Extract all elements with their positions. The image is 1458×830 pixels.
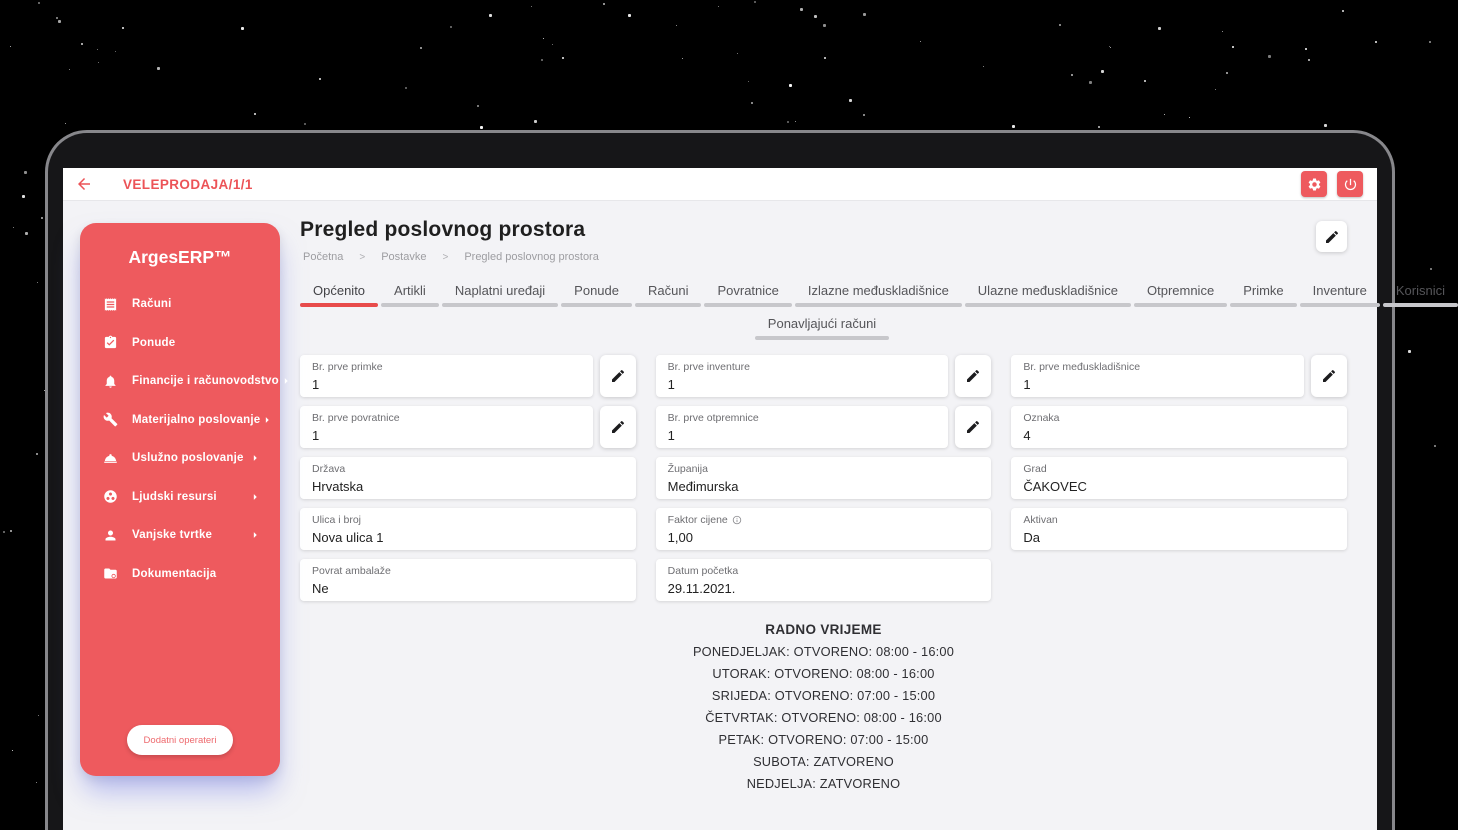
field-label: Br. prve međuskladišnice (1023, 361, 1141, 373)
star-dot (1101, 70, 1104, 73)
tab-ponavljajuci-racuni[interactable]: Ponavljajući računi (755, 309, 889, 340)
sidebar (80, 223, 280, 776)
working-hours-line: UTORAK: OTVORENO: 08:00 - 16:00 (712, 666, 935, 681)
star-dot (69, 69, 70, 70)
star-dot (800, 8, 803, 11)
sidebar-item-label: Dokumentacija (132, 567, 217, 580)
star-dot (863, 114, 865, 116)
form-cell (300, 406, 636, 448)
tab-otpremnice[interactable]: Otpremnice (1134, 276, 1227, 307)
tab-izlazne-medjuskladisnice[interactable]: Izlazne međuskladišnice (795, 276, 962, 307)
company-context-label[interactable]: VELEPRODAJA/1/1 (123, 176, 253, 192)
tab-naplatni-uredjaji[interactable]: Naplatni uređaji (442, 276, 558, 307)
sidebar-item-label: Računi (132, 298, 172, 311)
star-dot (12, 750, 13, 751)
person-icon (102, 527, 118, 543)
working-hours-section (300, 622, 1347, 791)
star-dot (65, 123, 66, 124)
sidebar-item-usluzno[interactable] (80, 439, 280, 478)
working-hours-line: ČETVRTAK: OTVORENO: 08:00 - 16:00 (705, 710, 942, 725)
sidebar-item-label: Ponude (132, 336, 176, 349)
form-cell (1011, 457, 1347, 499)
folder-icon (102, 566, 118, 582)
field-value: 1,00 (667, 530, 693, 545)
tabs-row-2 (300, 309, 1347, 340)
star-dot (405, 87, 407, 89)
star-dot (787, 121, 789, 123)
star-dot (1434, 445, 1436, 447)
chevron-right-icon (279, 374, 293, 388)
working-hours-title: RADNO VRIJEME (765, 622, 882, 637)
star-dot (789, 84, 792, 87)
back-arrow-icon[interactable] (74, 174, 94, 194)
star-dot (24, 171, 27, 174)
breadcrumb-current: Pregled poslovnog prostora (464, 251, 599, 263)
service-cloche-icon (102, 450, 118, 466)
tab-racuni[interactable]: Računi (635, 276, 701, 307)
chevron-right-icon (248, 528, 262, 542)
star-dot (319, 78, 321, 80)
star-dot (10, 530, 12, 532)
main-content (300, 218, 1445, 791)
sidebar-item-label: Materijalno poslovanje (132, 413, 261, 426)
form-cell (300, 508, 636, 550)
star-dot (754, 1, 756, 3)
star-dot (552, 44, 553, 45)
tabs-row-1 (300, 276, 1445, 307)
working-hours-line: SUBOTA: ZATVORENO (753, 754, 894, 769)
form-cell (656, 406, 992, 448)
sidebar-item-vanjske-tvrtke[interactable] (80, 516, 280, 555)
field-value: 1 (312, 428, 320, 443)
field-label: Ulica i broj (312, 514, 362, 526)
star-dot (562, 57, 564, 59)
star-dot (1308, 59, 1310, 61)
star-dot (682, 58, 683, 59)
bell-icon (102, 373, 118, 389)
star-dot (676, 25, 677, 26)
form-cell-empty (1011, 559, 1347, 601)
star-dot (1144, 80, 1146, 82)
star-dot (122, 27, 124, 29)
star-dot (10, 46, 11, 47)
star-dot (37, 282, 38, 283)
star-dot (1089, 81, 1092, 84)
tab-ponude[interactable]: Ponude (561, 276, 632, 307)
star-dot (718, 6, 719, 7)
star-dot (541, 59, 543, 61)
top-bar (63, 168, 1377, 201)
sidebar-item-dokumentacija[interactable] (80, 555, 280, 594)
field-br-prve-povratnice (300, 406, 593, 448)
breadcrumb-separator: > (442, 251, 449, 263)
sidebar-menu (80, 285, 280, 593)
star-dot (1430, 268, 1432, 270)
chevron-right-icon (248, 490, 262, 504)
edit-field-button[interactable] (600, 406, 636, 448)
star-dot (1012, 125, 1015, 128)
star-dot (157, 67, 160, 70)
laptop-frame (45, 130, 1445, 830)
star-dot (25, 232, 28, 235)
field-datum-pocetka (656, 559, 992, 601)
field-value: Međimurska (667, 479, 739, 494)
field-label-text: Faktor cijene (667, 514, 728, 526)
field-value: Hrvatska (312, 479, 364, 494)
breadcrumb-settings[interactable]: Postavke (381, 251, 427, 263)
star-dot (56, 17, 58, 19)
star-dot (1059, 24, 1061, 26)
star-dot (1268, 55, 1271, 58)
edit-field-button[interactable] (955, 355, 991, 397)
star-dot (534, 120, 537, 123)
star-dot (983, 66, 984, 67)
star-dot (22, 195, 25, 198)
tab-korisnici[interactable]: Korisnici (1383, 276, 1458, 307)
star-dot (38, 715, 39, 716)
field-faktor-cijene (656, 508, 992, 550)
sidebar-item-ljudski-resursi[interactable] (80, 478, 280, 517)
sidebar-item-ponude[interactable] (80, 324, 280, 363)
breadcrumb-separator: > (359, 251, 366, 263)
star-dot (1375, 41, 1377, 43)
edit-field-button[interactable] (1311, 355, 1347, 397)
star-dot (1189, 117, 1190, 118)
star-dot (1098, 126, 1100, 128)
sidebar-item-racuni[interactable] (80, 285, 280, 324)
star-dot (824, 57, 826, 59)
field-label: Aktivan (1023, 514, 1058, 526)
field-aktivan (1011, 508, 1347, 550)
field-label: Br. prve inventure (667, 361, 750, 373)
star-dot (1305, 48, 1307, 50)
chevron-right-icon (248, 451, 262, 465)
star-dot (823, 24, 826, 27)
tab-opcenito[interactable]: Općenito (300, 276, 378, 307)
app-screen (63, 168, 1445, 830)
sidebar-item-label: Uslužno poslovanje (132, 452, 244, 465)
field-value: 1 (1023, 377, 1031, 392)
breadcrumb (303, 251, 599, 263)
field-drzava (300, 457, 636, 499)
tab-povratnice[interactable]: Povratnice (704, 276, 791, 307)
field-label: Br. prve povratnice (312, 412, 400, 424)
star-dot (795, 121, 796, 122)
field-value: 4 (1023, 428, 1031, 443)
star-dot (1342, 10, 1344, 12)
sidebar-item-label: Ljudski resursi (132, 490, 217, 503)
sidebar-item-financije[interactable] (80, 362, 280, 401)
settings-button[interactable] (1301, 171, 1327, 197)
star-dot (1408, 350, 1411, 353)
sidebar-item-materijalno[interactable] (80, 401, 280, 440)
working-hours-line: PONEDJELJAK: OTVORENO: 08:00 - 16:00 (692, 644, 955, 659)
star-dot (543, 38, 544, 39)
offer-document-icon (102, 335, 118, 351)
form-cell (1011, 406, 1347, 448)
wrench-icon (102, 412, 118, 428)
star-dot (450, 26, 452, 28)
star-dot (241, 27, 244, 30)
star-dot (1232, 46, 1234, 48)
power-logout-button[interactable] (1337, 171, 1363, 197)
star-dot (1226, 72, 1228, 74)
edit-field-button[interactable] (600, 355, 636, 397)
app-brand: ArgesERP™ (128, 247, 232, 267)
page-title: Pregled poslovnog prostora (300, 218, 586, 241)
star-dot (1110, 47, 1111, 48)
working-hours-line: PETAK: OTVORENO: 07:00 - 15:00 (718, 732, 929, 747)
star-dot (38, 2, 40, 4)
additional-operators-button[interactable]: Dodatni operateri (127, 725, 233, 755)
form-grid (300, 355, 1347, 601)
star-dot (480, 126, 483, 129)
field-oznaka (1011, 406, 1347, 448)
form-cell (1011, 508, 1347, 550)
star-dot (58, 20, 61, 23)
star-dot (477, 105, 479, 107)
star-dot (737, 53, 738, 54)
field-ulica-i-broj (300, 508, 636, 550)
form-cell (656, 508, 992, 550)
edit-field-button[interactable] (955, 406, 991, 448)
star-dot (1429, 41, 1431, 43)
field-br-prve-otpremnice (656, 406, 949, 448)
star-dot (36, 453, 38, 455)
form-cell (300, 559, 636, 601)
star-dot (1158, 27, 1161, 30)
star-dot (531, 6, 532, 7)
field-povrat-ambalaze (300, 559, 636, 601)
star-dot (81, 43, 83, 45)
star-dot (115, 51, 116, 52)
star-dot (849, 99, 852, 102)
tab-inventure[interactable]: Inventure (1300, 276, 1380, 307)
star-dot (13, 227, 14, 228)
info-icon[interactable] (732, 515, 742, 525)
star-dot (1222, 31, 1223, 32)
field-label: Županija (667, 463, 708, 475)
form-cell (300, 457, 636, 499)
star-dot (814, 15, 817, 18)
field-label: Br. prve primke (312, 361, 383, 373)
field-label: Oznaka (1023, 412, 1060, 424)
star-dot (920, 41, 921, 42)
star-dot (97, 49, 98, 50)
field-value: 1 (667, 377, 675, 392)
breadcrumb-home[interactable]: Početna (303, 251, 344, 263)
star-dot (3, 531, 5, 533)
tab-primke[interactable]: Primke (1230, 276, 1296, 307)
form-cell (656, 355, 992, 397)
star-dot (41, 217, 43, 219)
form-cell (1011, 355, 1347, 397)
tab-artikli[interactable]: Artikli (381, 276, 439, 307)
tab-ulazne-medjuskladisnice[interactable]: Ulazne međuskladišnice (965, 276, 1131, 307)
field-value: 1 (667, 428, 675, 443)
receipt-icon (102, 296, 118, 312)
field-value: 1 (312, 377, 320, 392)
form-cell (656, 559, 992, 601)
field-label: Datum početka (667, 565, 739, 577)
field-br-prve-primke (300, 355, 593, 397)
sidebar-item-label: Vanjske tvrtke (132, 529, 213, 542)
star-dot (863, 13, 866, 16)
star-dot (489, 14, 492, 17)
star-dot (1164, 114, 1165, 115)
star-dot (254, 113, 256, 115)
field-value: ČAKOVEC (1023, 479, 1087, 494)
field-br-prve-inventure (656, 355, 949, 397)
star-dot (628, 14, 631, 17)
field-value: 29.11.2021. (667, 581, 736, 596)
sidebar-item-label: Financije i računovodstvo (132, 375, 279, 388)
star-dot (304, 123, 306, 125)
field-value: Da (1023, 530, 1040, 545)
field-br-prve-medjuskladisnice (1011, 355, 1304, 397)
group-icon (102, 489, 118, 505)
star-dot (603, 3, 605, 5)
form-cell (656, 457, 992, 499)
field-value: Nova ulica 1 (312, 530, 384, 545)
field-label: Država (312, 463, 346, 475)
star-dot (1215, 89, 1216, 90)
star-dot (98, 62, 99, 63)
star-dot (1324, 124, 1327, 127)
star-dot (748, 81, 749, 82)
star-dot (36, 782, 37, 783)
star-dot (751, 102, 753, 104)
chevron-right-icon (260, 413, 274, 427)
field-grad (1011, 457, 1347, 499)
field-zupanija (656, 457, 992, 499)
form-cell (300, 355, 636, 397)
star-dot (420, 47, 422, 49)
field-label: Br. prve otpremnice (667, 412, 759, 424)
field-label: Povrat ambalaže (312, 565, 391, 577)
edit-page-button[interactable] (1316, 221, 1347, 252)
star-dot (1071, 74, 1073, 76)
field-label (668, 514, 980, 526)
field-label: Grad (1023, 463, 1047, 475)
working-hours-line: SRIJEDA: OTVORENO: 07:00 - 15:00 (711, 688, 936, 703)
field-value: Ne (312, 581, 329, 596)
working-hours-line: NEDJELJA: ZATVORENO (746, 776, 901, 791)
